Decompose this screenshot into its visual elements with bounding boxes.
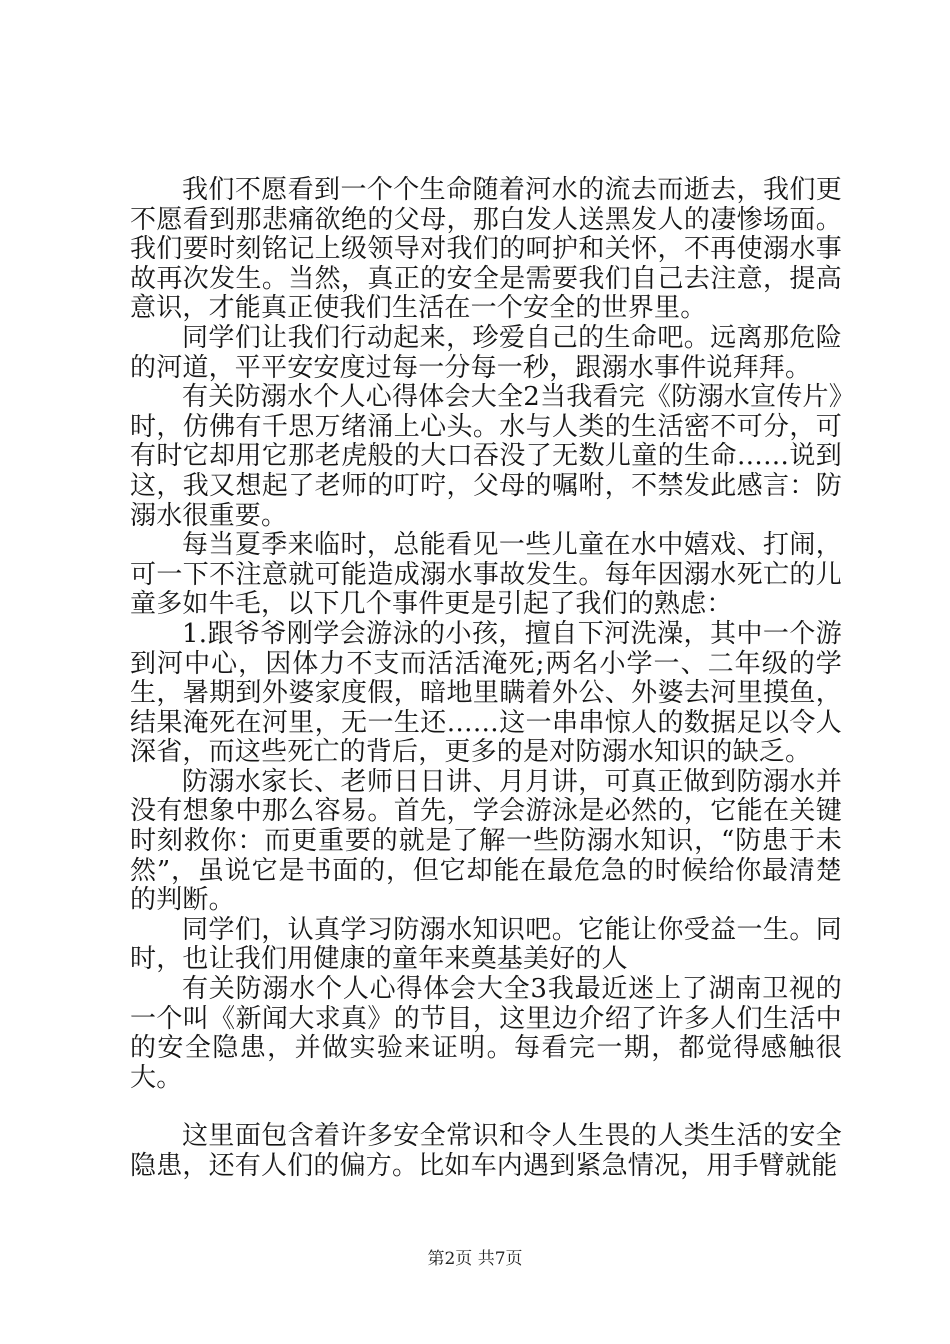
paragraph: 同学们让我们行动起来，珍爱自己的生命吧。远离那危险的河道，平平安安度过每一分每一秒，跟溺水事件说拜拜。 bbox=[130, 322, 842, 383]
body-text bbox=[130, 176, 842, 1182]
paragraph: 1.跟爷爷刚学会游泳的小孩，擅自下河洗澡，其中一个游到河中心，因体力不支而活活淹死;两名小学一、二年级的学生，暑期到外婆家度假，暗地里瞒着外公、外婆去河里摸鱼，结果淹死在河里，无一生还……这一串串惊人的数据足以令人深省，而这些死亡的背后，更多的是对防溺水知识的缺乏。 bbox=[130, 618, 842, 768]
paragraph: 这里面包含着许多安全常识和令人生畏的人类生活的安全隐患，还有人们的偏方。比如车内遇到紧急情况，用手臂就能 bbox=[130, 1121, 842, 1181]
paragraph: 同学们，认真学习防溺水知识吧。它能让你受益一生。同时，也让我们用健康的童年来奠基美好的人 bbox=[130, 914, 842, 975]
paragraph: 防溺水家长、老师日日讲、月月讲，可真正做到防溺水并没有想象中那么容易。首先，学会游泳是必然的，它能在关键时刻救你：而更重要的就是了解一些防溺水知识，“防患于未然”，虽说它是书面的，但它却能在最危急的时候给你最清楚的判断。 bbox=[130, 766, 842, 916]
paragraph: 有关防溺水个人心得体会大全3我最近迷上了湖南卫视的一个叫《新闻大求真》的节目，这里边介绍了许多人们生活中的安全隐患，并做实验来证明。每看完一期，都觉得感触很大。 bbox=[130, 974, 842, 1093]
paragraph: 我们不愿看到一个个生命随着河水的流去而逝去，我们更不愿看到那悲痛欲绝的父母，那白发人送黑发人的凄惨场面。我们要时刻铭记上级领导对我们的呵护和关怀，不再使溺水事故再次发生。当然，真正的安全是需要我们自己去注意，提高意识，才能真正使我们生活在一个安全的世界里。 bbox=[130, 175, 842, 324]
page-footer: 第2页 共7页 bbox=[427, 1249, 523, 1269]
paragraph: 每当夏季来临时，总能看见一些儿童在水中嬉戏、打闹，可一下不注意就可能造成溺水事故发生。每年因溺水死亡的儿童多如牛毛，以下几个事件更是引起了我们的熟虑： bbox=[130, 530, 842, 620]
paragraph: 有关防溺水个人心得体会大全2当我看完《防溺水宣传片》时，仿佛有千思万绪涌上心头。水与人类的生活密不可分，可有时它却用它那老虎般的大口吞没了无数儿童的生命……说到这，我又想起了老师的叮咛，父母的嘱咐，不禁发此感言：防溺水很重要。 bbox=[130, 382, 842, 531]
